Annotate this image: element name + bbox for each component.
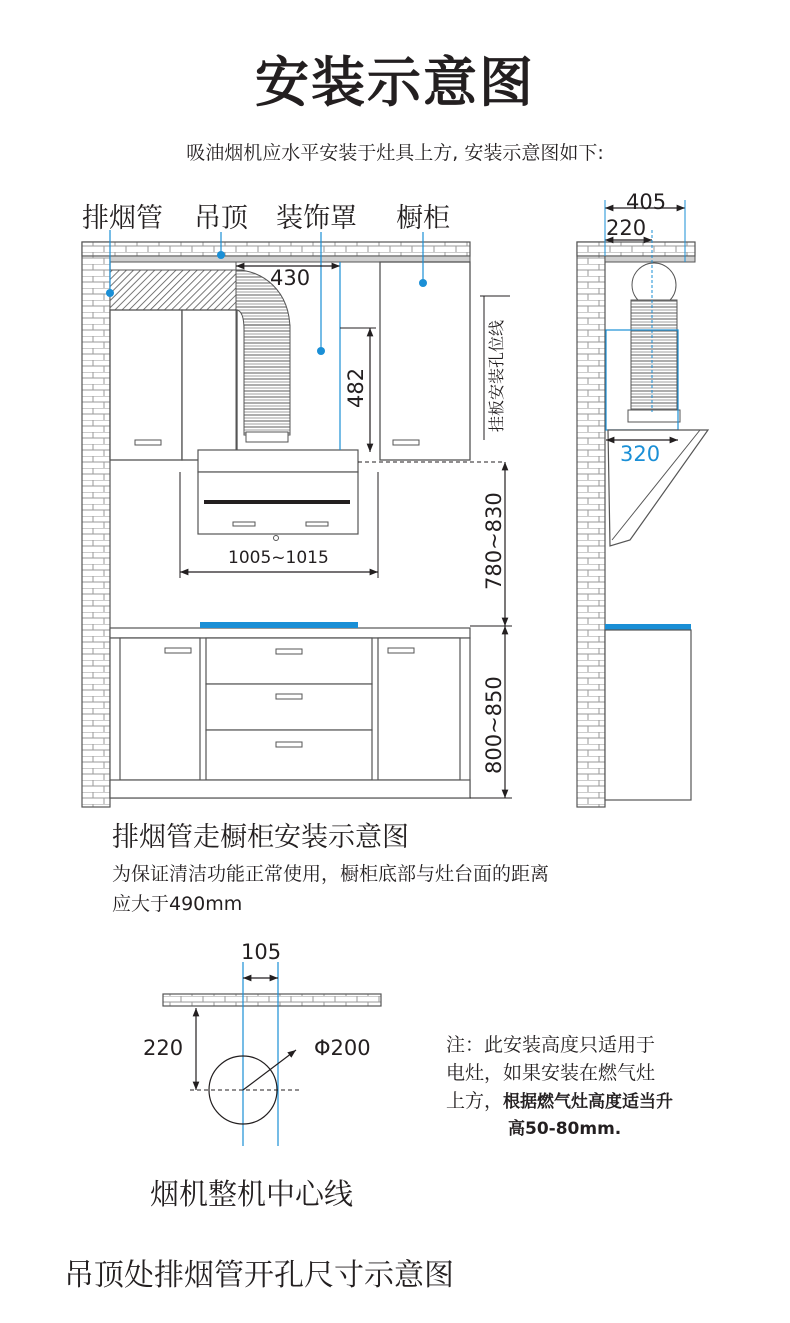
exhaust-pipe-vertical <box>244 325 290 435</box>
side-view <box>577 200 708 807</box>
label-ceiling: 吊顶 <box>194 203 248 234</box>
label-decor-cover: 装饰罩 <box>276 203 357 234</box>
dim-482: 482 <box>344 367 368 408</box>
page-title: 安装示意图 <box>255 51 535 114</box>
hole-note-line3-b: 根据燃气灶高度适当升 <box>503 1092 674 1112</box>
exhaust-pipe-horizontal <box>110 270 244 310</box>
page-subtitle: 吸油烟机应水平安装于灶具上方, 安装示意图如下: <box>186 142 604 164</box>
front-view <box>82 230 512 807</box>
dim-diameter: Φ200 <box>314 1036 371 1060</box>
dim-320: 320 <box>620 442 661 466</box>
left-wall-cabinet <box>110 310 182 460</box>
hole-ceiling <box>163 994 381 1006</box>
label-cabinet: 橱柜 <box>396 203 450 234</box>
hole-note-line1: 注：此安装高度只适用于 <box>446 1034 656 1056</box>
front-note-line1: 为保证清洁功能正常使用，橱柜底部与灶台面的距离 <box>112 863 550 885</box>
hole-caption: 吊顶处排烟管开孔尺寸示意图 <box>64 1258 454 1293</box>
side-wall <box>577 242 605 807</box>
left-wall <box>82 242 110 807</box>
dim-430: 430 <box>270 266 311 290</box>
dim-405: 405 <box>626 190 667 214</box>
dim-105: 105 <box>241 940 282 964</box>
front-caption: 排烟管走橱柜安装示意图 <box>112 822 409 853</box>
hole-note-line2: 电灶，如果安装在燃气灶 <box>446 1062 656 1084</box>
ceiling-panel <box>110 256 470 262</box>
dim-width: 1005~1015 <box>228 548 329 568</box>
center-line-label: 烟机整机中心线 <box>150 1177 354 1211</box>
right-wall-cabinet <box>380 262 470 460</box>
label-exhaust-pipe: 排烟管 <box>82 203 163 234</box>
hood-top <box>198 450 358 472</box>
countertop <box>110 628 470 638</box>
hole-note-line4: 高50-80mm. <box>508 1119 622 1139</box>
stove <box>200 622 358 628</box>
front-note-line2: 应大于490mm <box>112 893 243 915</box>
hole-note-line3 <box>446 1086 673 1113</box>
mount-line-label: 挂板安装孔位线 <box>487 319 506 432</box>
dim-height-counter: 800~850 <box>482 676 506 774</box>
dim-height-hood: 780~830 <box>482 492 506 590</box>
dim-220-side: 220 <box>606 216 647 240</box>
ceiling-slab <box>82 242 470 256</box>
hole-note-line3-a: 上方， <box>446 1090 504 1112</box>
dim-220-hole: 220 <box>143 1036 184 1060</box>
